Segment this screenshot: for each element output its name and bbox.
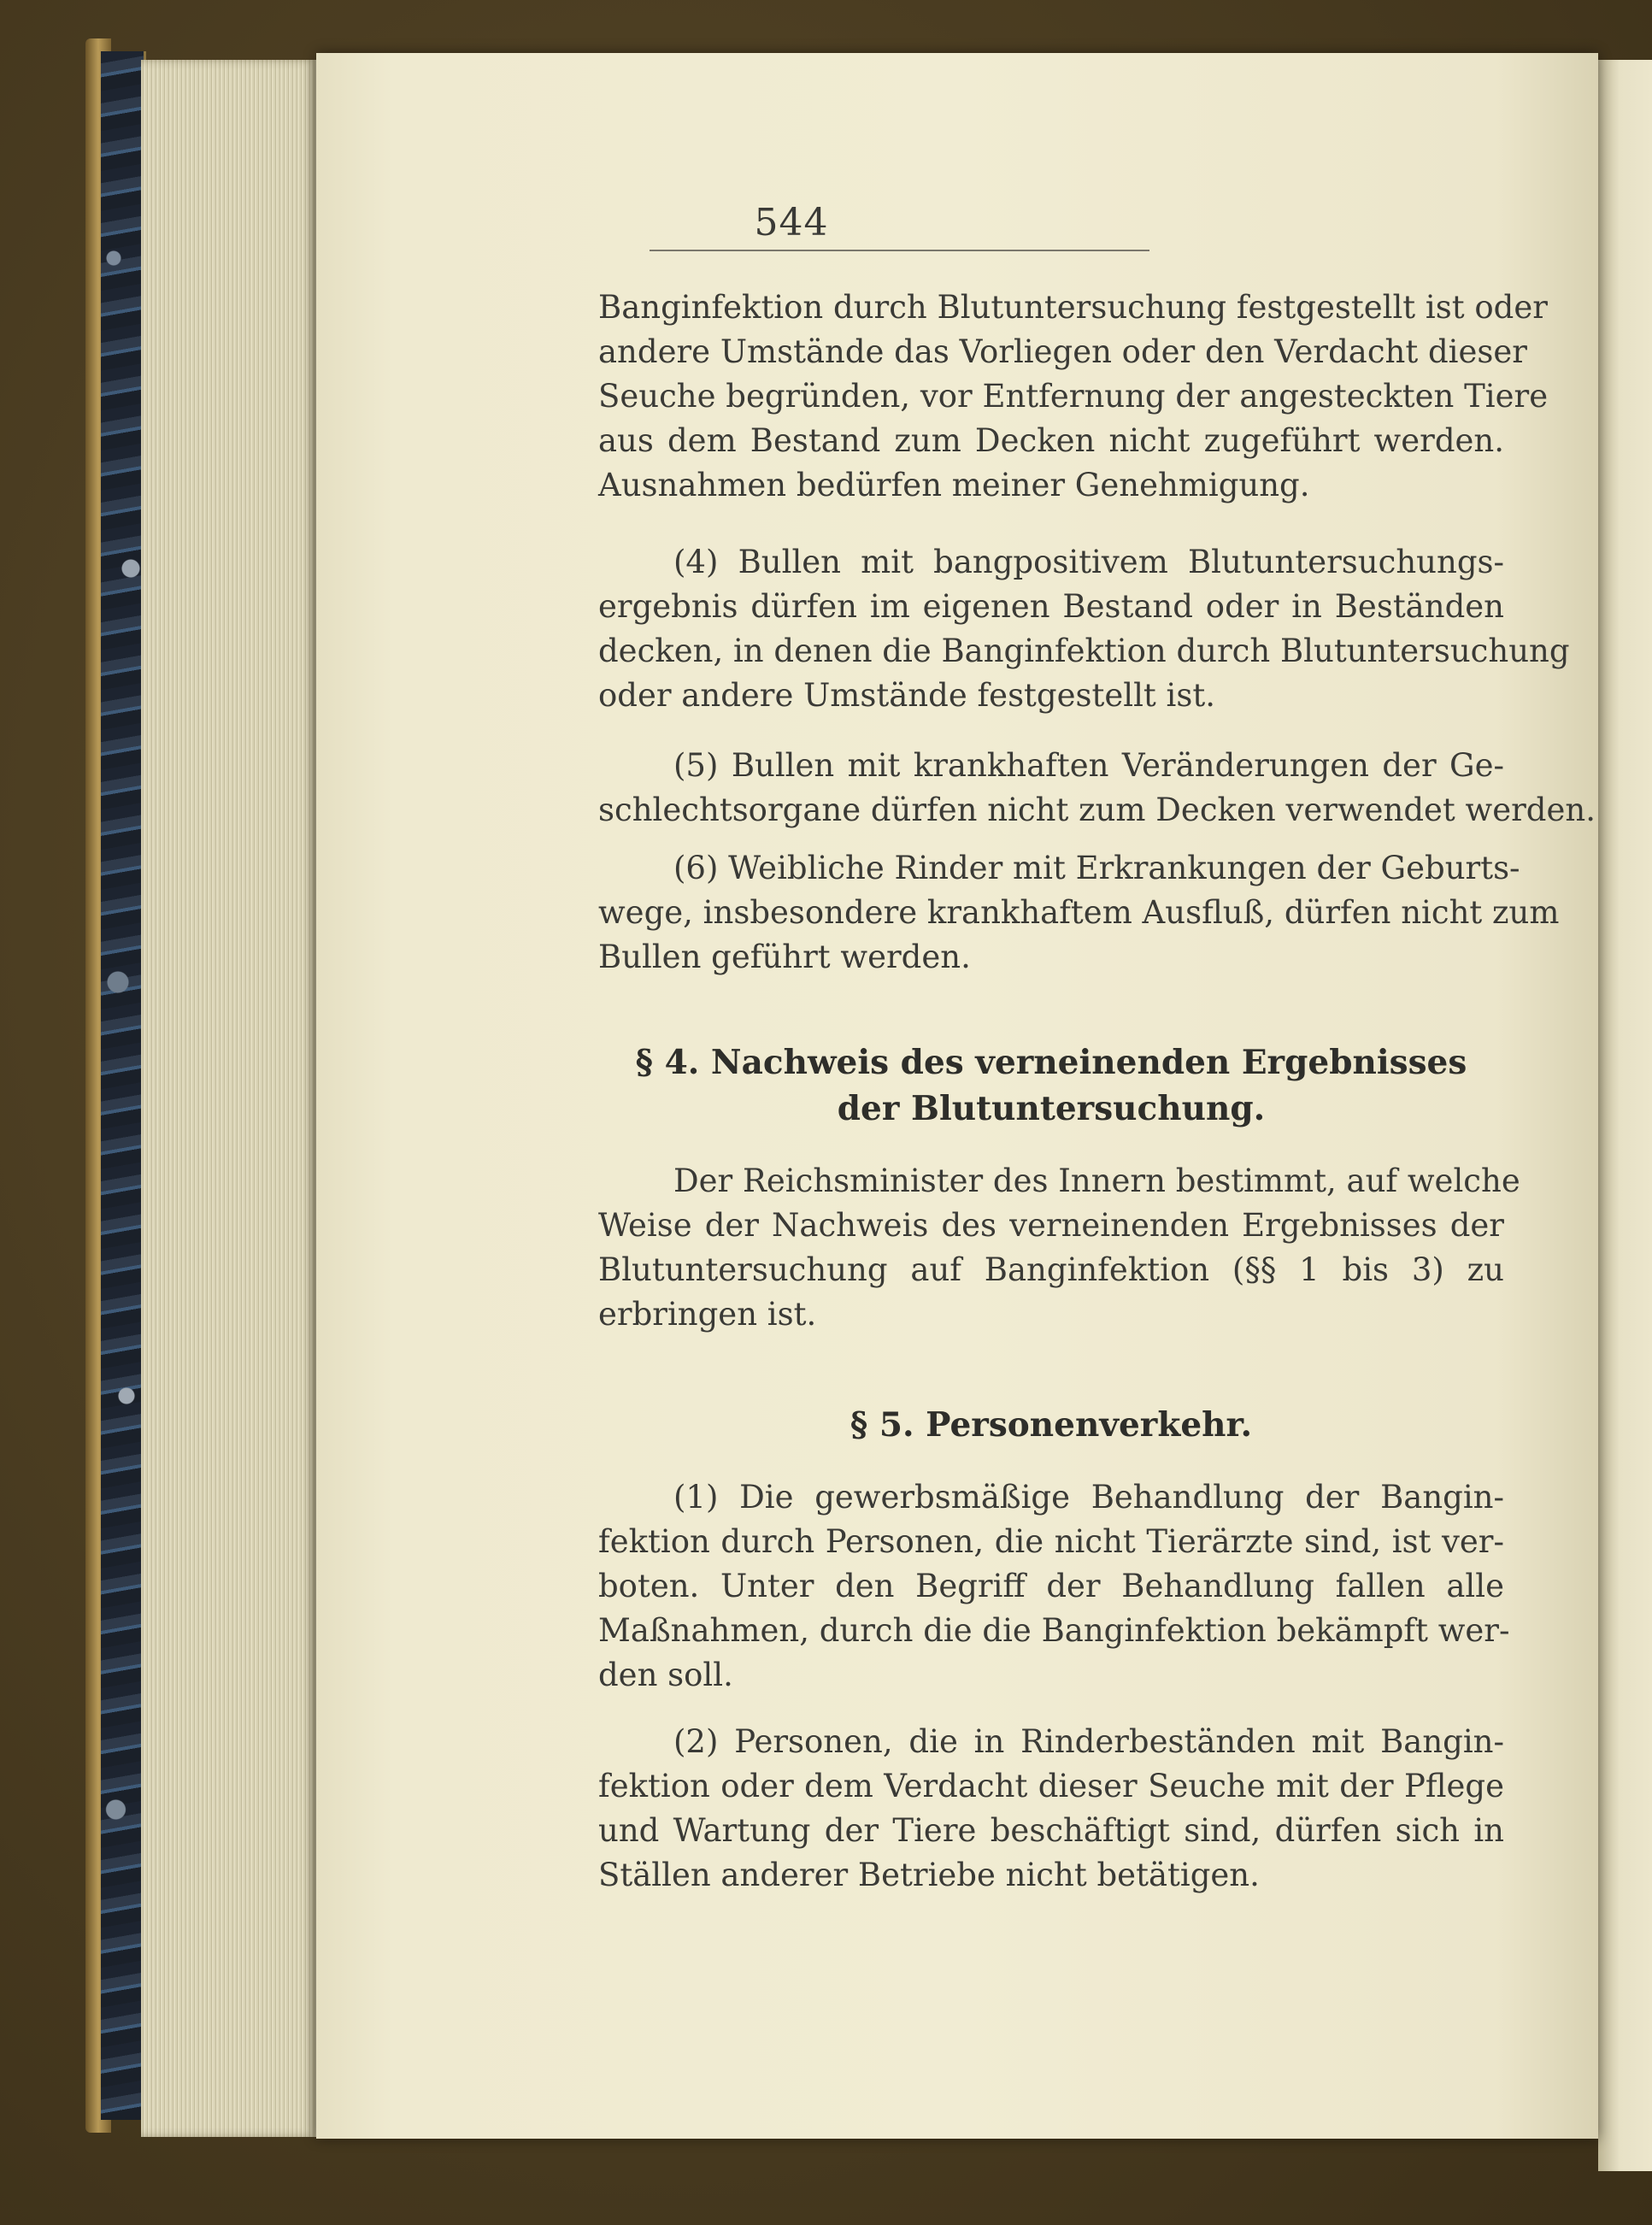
text-line: Maßnahmen, durch die die Banginfektion bekämpft wer- [598,1612,1510,1649]
text-line: Weise der Nachweis des verneinenden Ergebnisses der [598,1207,1504,1244]
paragraph-4 [598,846,1560,980]
text-line: decken, in denen die Banginfektion durch Blutuntersuchung [598,633,1570,669]
text-line: Banginfektion durch Blutuntersuchung festgestellt ist oder [598,289,1548,326]
text-line: (2) Personen, die in Rinderbeständen mit Bangin- [673,1723,1504,1760]
text-line: (1) Die gewerbsmäßige Behandlung der Bangin- [673,1479,1504,1516]
page-number: 544 [754,201,829,244]
paragraph-6 [598,1475,1510,1698]
page-number-rule [650,250,1149,251]
text-line: oder andere Umstände festgestellt ist. [598,677,1216,714]
text-line: boten. Unter den Begriff der Behandlung fallen alle [598,1568,1504,1604]
section-4-heading [598,1039,1504,1132]
page-edges [141,60,316,2137]
text-line: erbringen ist. [598,1296,817,1333]
paragraph-3 [598,744,1596,833]
text-line: ergebnis dürfen im eigenen Bestand oder in Beständen [598,588,1504,625]
text-line: wege, insbesondere krankhaftem Ausfluß, dürfen nicht zum [598,894,1560,931]
text-line: aus dem Bestand zum Decken nicht zugeführt werden. [598,422,1504,459]
text-line: (5) Bullen mit krankhaften Veränderungen der Ge- [673,747,1504,784]
section-5-heading [598,1402,1504,1448]
section-4-heading-line-1: § 4. Nachweis des verneinenden Ergebnisses [635,1043,1467,1082]
text-line: Blutuntersuchung auf Banginfektion (§§ 1 bis 3) zu [598,1251,1504,1288]
text-line: fektion oder dem Verdacht dieser Seuche mit der Pflege [598,1768,1504,1804]
next-page-edge [1598,60,1652,2171]
paragraph-1 [598,285,1549,508]
paragraph-2 [598,540,1570,718]
text-line: andere Umstände das Vorliegen oder den Verdacht dieser [598,333,1527,370]
text-line: (6) Weibliche Rinder mit Erkrankungen der Geburts- [673,850,1520,886]
text-line: Ausnahmen bedürfen meiner Genehmigung. [598,467,1310,503]
text-line: den soll. [598,1657,733,1693]
text-line: Ställen anderer Betriebe nicht betätigen. [598,1857,1260,1893]
text-line: und Wartung der Tiere beschäftigt sind, dürfen sich in [598,1812,1504,1849]
text-line: Bullen geführt werden. [598,939,971,975]
text-line: schlechtsorgane dürfen nicht zum Decken verwendet werden. [598,792,1596,828]
text-line: (4) Bullen mit bangpositivem Blutuntersuchungs- [673,544,1504,580]
section-5-heading-line-1: § 5. Personenverkehr. [850,1405,1253,1445]
section-4-heading-line-2: der Blutuntersuchung. [837,1089,1266,1128]
text-line: fektion durch Personen, die nicht Tierärzte sind, ist ver- [598,1523,1504,1560]
text-line: Der Reichsminister des Innern bestimmt, auf welche [673,1163,1520,1199]
text-line: Seuche begründen, vor Entfernung der angesteckten Tiere [598,378,1549,415]
paragraph-5 [598,1159,1520,1337]
paragraph-7 [598,1720,1504,1898]
marbled-cover [101,51,146,2120]
